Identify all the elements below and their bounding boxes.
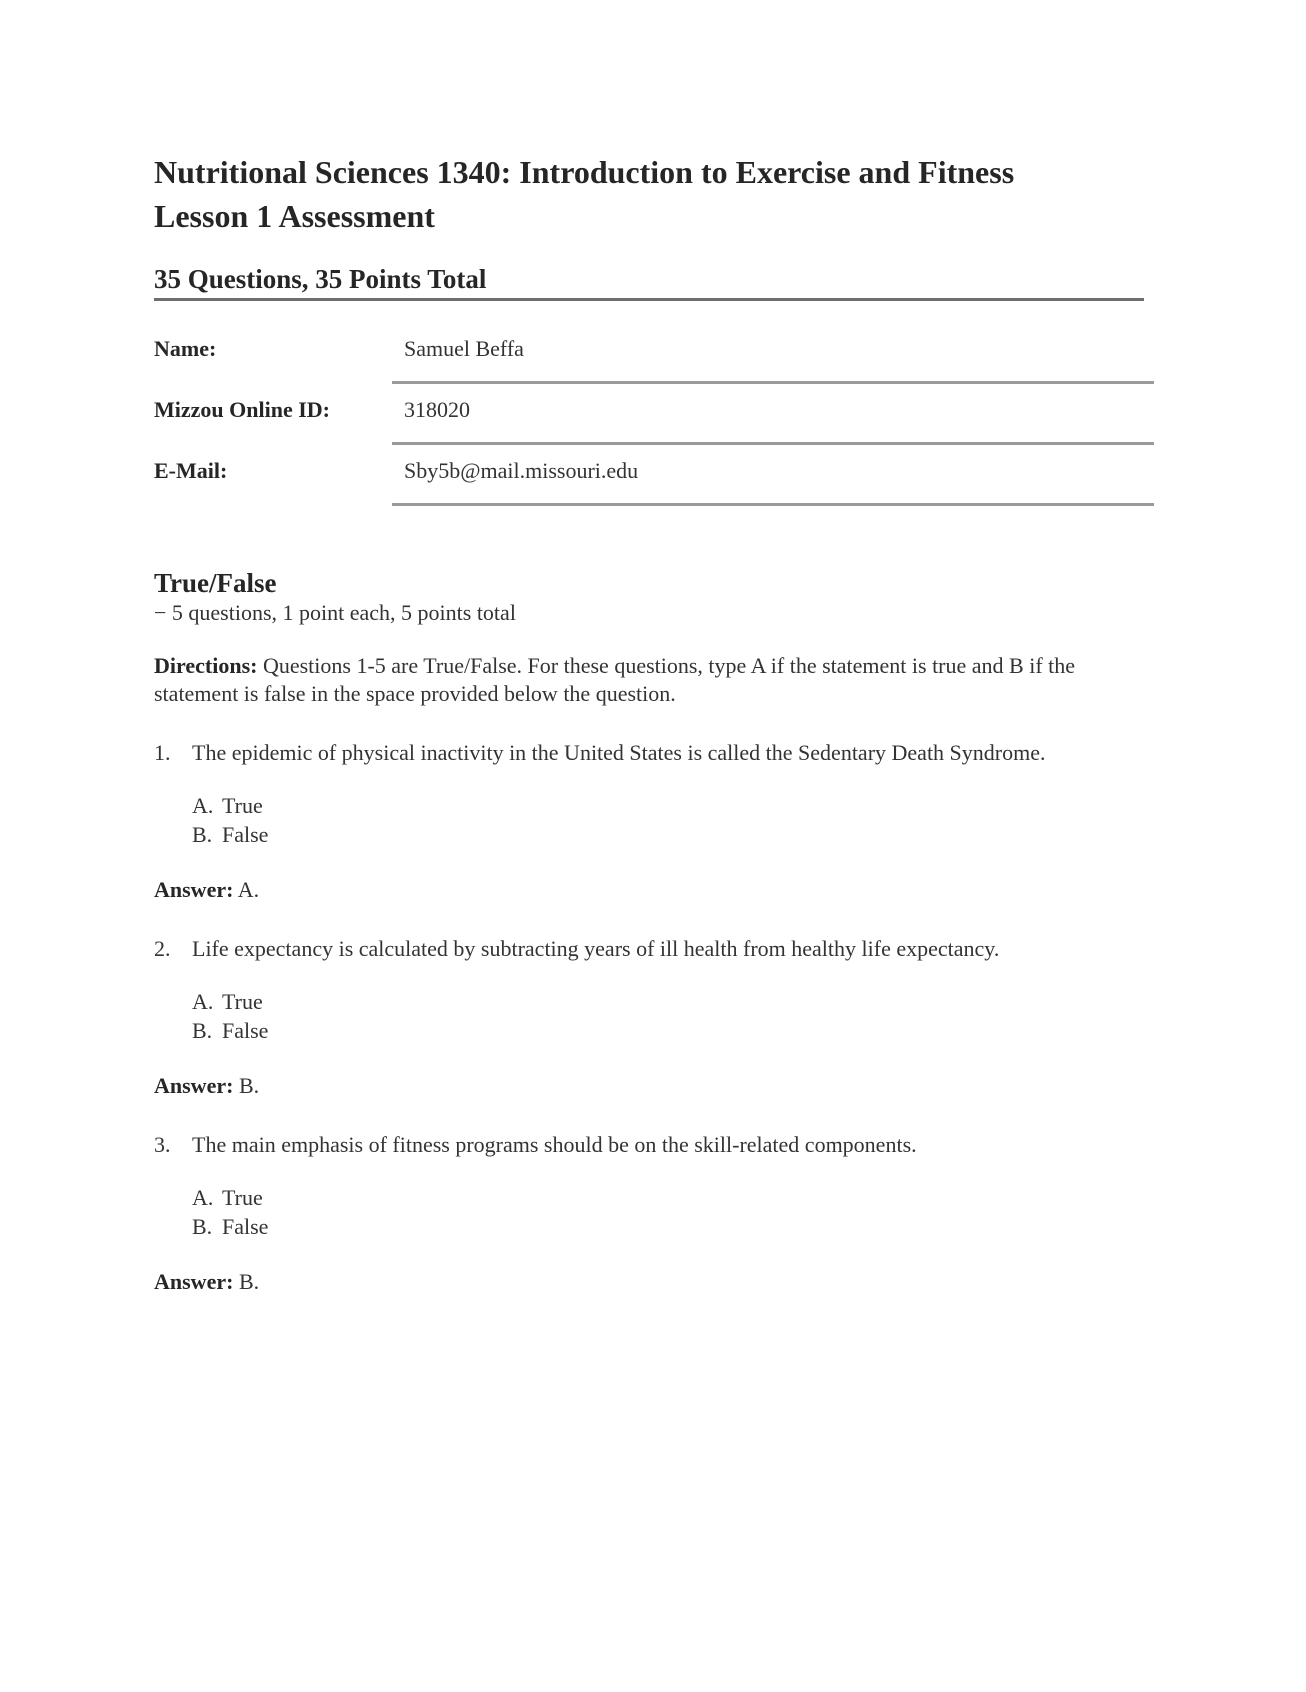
question-3-options [192,1183,1154,1241]
question-3 [154,1130,1144,1159]
section-heading: True/False [154,568,277,598]
info-value-email: Sby5b@mail.missouri.edu [392,445,1154,506]
option-b [192,1212,1154,1241]
option-a [192,987,1154,1016]
question-3-answer [154,1267,1154,1296]
option-letter: B. [192,822,213,847]
student-info-table [154,323,1154,506]
option-text: True [222,1185,263,1210]
directions [154,652,1144,708]
question-2-answer [154,1071,1154,1100]
option-text: True [222,989,263,1014]
option-letter: A. [192,989,214,1014]
question-number: 1. [154,740,171,765]
question-1-options [192,791,1154,849]
info-value-name: Samuel Beffa [392,323,1154,384]
question-text: The main emphasis of fitness programs should be on the skill-related components. [192,1132,917,1157]
question-number: 2. [154,936,171,961]
answer-label: Answer: [154,1073,234,1098]
question-1-answer [154,875,1154,904]
directions-text: Questions 1-5 are True/False. For these questions, type A if the statement is true and B if the statement is false in the space provided below the question. [154,653,1076,706]
option-letter: A. [192,1185,214,1210]
info-label: Name: [154,336,217,361]
option-text: False [222,822,269,847]
option-b [192,820,1154,849]
option-text: False [222,1214,269,1239]
info-row-name [154,323,1154,384]
option-b [192,1016,1154,1045]
question-2-options [192,987,1154,1045]
question-2 [154,934,1144,963]
answer-value: B. [233,1073,260,1098]
option-letter: B. [192,1214,213,1239]
option-a [192,791,1154,820]
question-number: 3. [154,1132,171,1157]
document-title [154,150,1154,238]
option-text: False [222,1018,269,1043]
document-page [154,150,1154,1296]
question-text: Life expectancy is calculated by subtracting years of ill health from healthy life expectancy. [192,936,1000,961]
answer-value: A. [233,877,260,902]
title-line-2: Lesson 1 Assessment [154,198,435,234]
title-line-1: Nutritional Sciences 1340: Introduction to Exercise and Fitness [154,154,1015,190]
section-subheading: − 5 questions, 1 point each, 5 points total [154,600,516,625]
question-1 [154,738,1144,767]
document-subtitle: 35 Questions, 35 Points Total [154,262,1144,301]
info-label: Mizzou Online ID: [154,397,330,422]
answer-label: Answer: [154,1269,234,1294]
option-letter: B. [192,1018,213,1043]
answer-value: B. [233,1269,260,1294]
answer-label: Answer: [154,877,234,902]
directions-label: Directions: [154,653,258,678]
option-letter: A. [192,793,214,818]
info-value-id: 318020 [392,384,1154,445]
info-label: E-Mail: [154,458,228,483]
question-text: The epidemic of physical inactivity in the United States is called the Sedentary Death Syndrome. [192,740,1046,765]
info-row-id [154,384,1154,445]
option-a [192,1183,1154,1212]
option-text: True [222,793,263,818]
info-row-email [154,445,1154,506]
